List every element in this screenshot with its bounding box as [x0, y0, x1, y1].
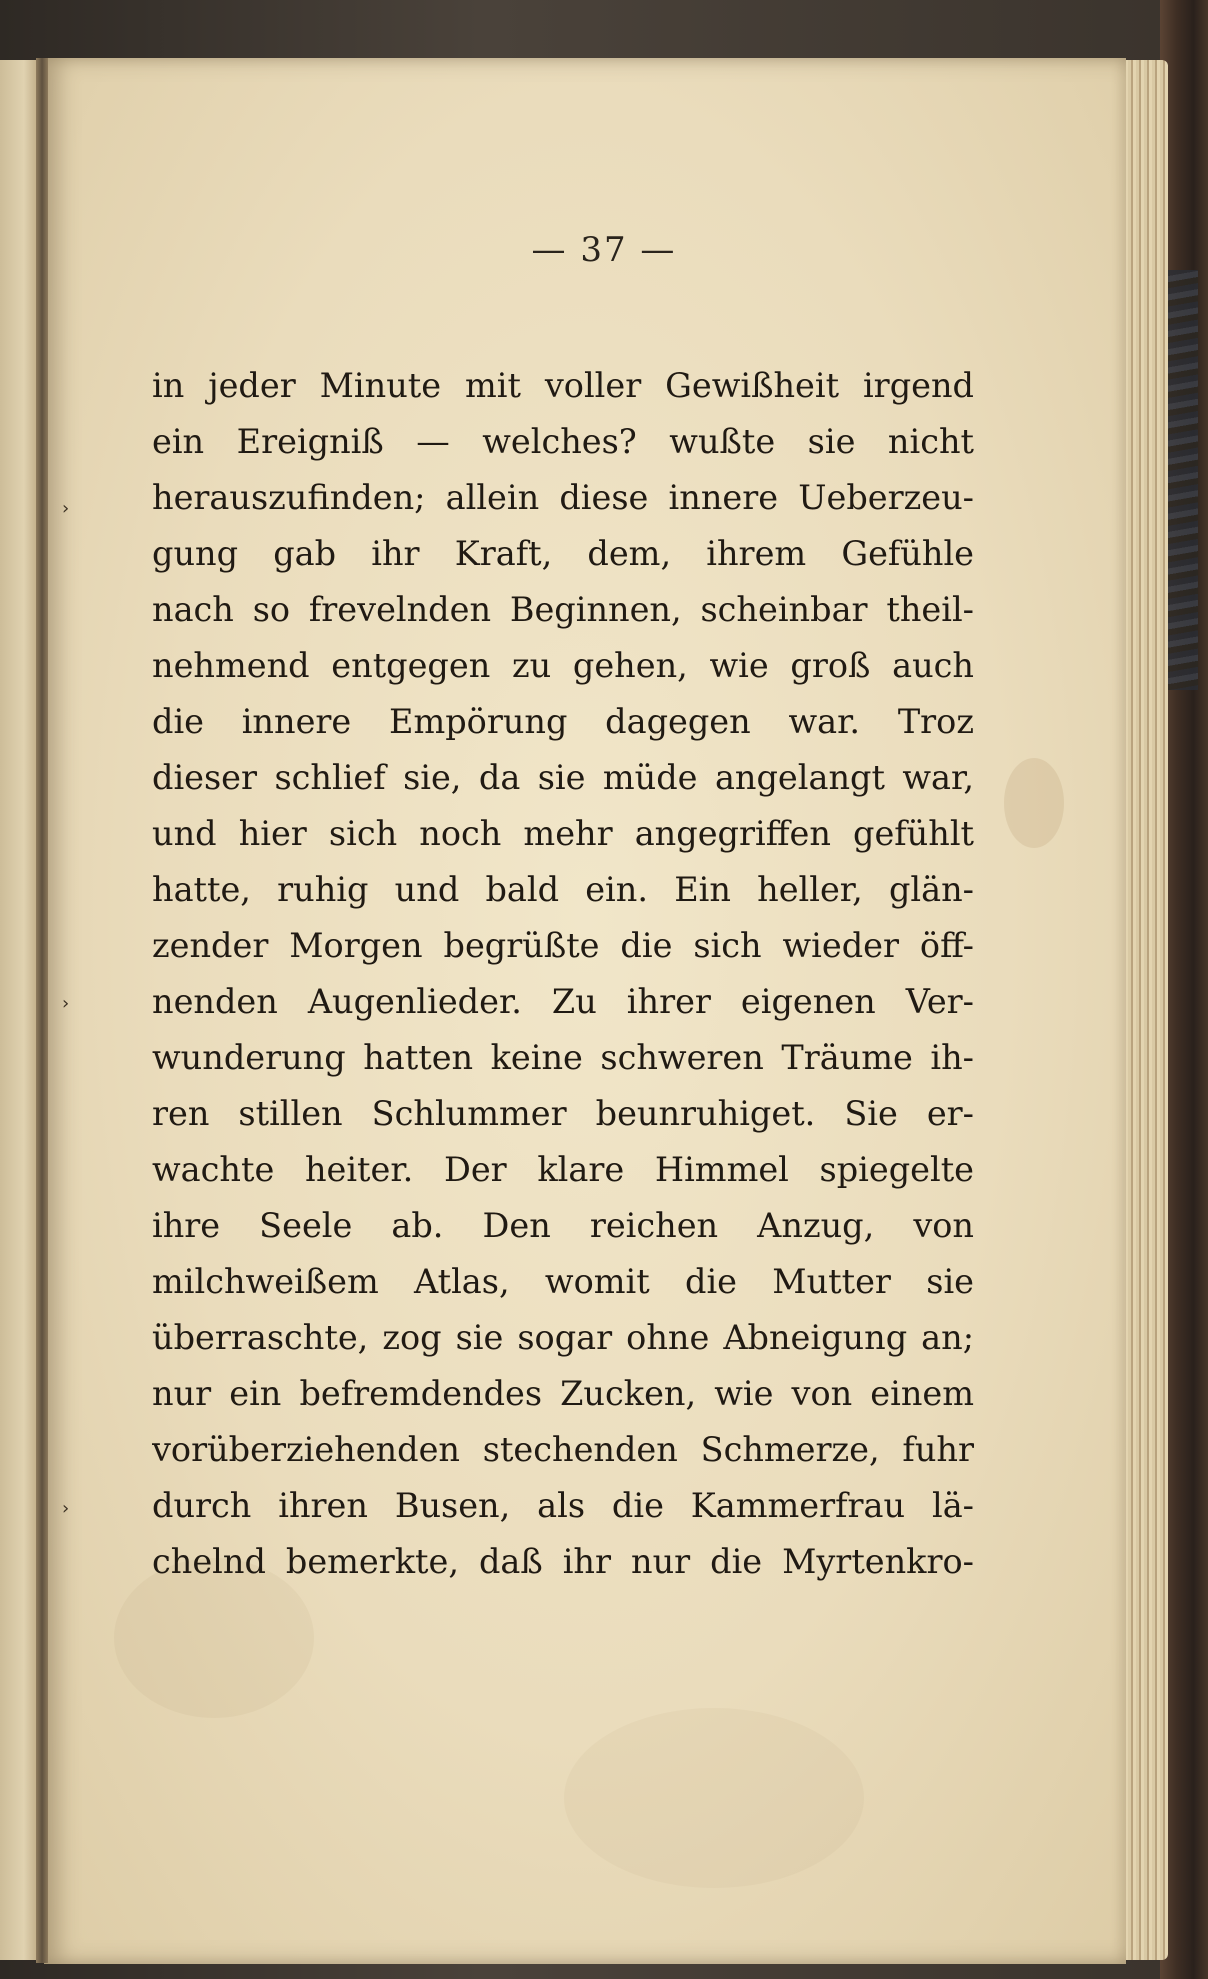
margin-mark: ›	[62, 498, 70, 519]
text-line: in jeder Minute mit voller Gewißheit irgend	[152, 366, 974, 405]
text-line: milchweißem Atlas, womit die Mutter sie	[152, 1262, 974, 1301]
margin-mark: ›	[62, 993, 70, 1014]
text-line: nur ein befremdendes Zucken, wie von einem	[152, 1374, 974, 1413]
paper-stain	[564, 1708, 864, 1888]
text-line: wunderung hatten keine schweren Träume ih-	[152, 1038, 974, 1077]
page-gutter	[36, 58, 48, 1963]
text-line: zender Morgen begrüßte die sich wieder öff-	[152, 926, 974, 965]
text-line: chelnd bemerkte, daß ihr nur die Myrtenkro-	[152, 1542, 974, 1581]
text-line: überraschte, zog sie sogar ohne Abneigung an;	[152, 1318, 974, 1357]
text-line: dieser schlief sie, da sie müde angelangt war,	[152, 758, 974, 797]
text-line: nenden Augenlieder. Zu ihrer eigenen Ver-	[152, 982, 974, 1021]
text-line: herauszufinden; allein diese innere Ueberzeu-	[152, 478, 974, 517]
text-line: nehmend entgegen zu gehen, wie groß auch	[152, 646, 974, 685]
text-line: hatte, ruhig und bald ein. Ein heller, glän-	[152, 870, 974, 909]
text-line: ren stillen Schlummer beunruhiget. Sie er-	[152, 1094, 974, 1133]
text-line: ein Ereigniß — welches? wußte sie nicht	[152, 422, 974, 461]
text-line: gung gab ihr Kraft, dem, ihrem Gefühle	[152, 534, 974, 573]
text-line: die innere Empörung dagegen war. Troz	[152, 702, 974, 741]
facing-page-edge	[0, 60, 40, 1960]
text-line: wachte heiter. Der klare Himmel spiegelte	[152, 1150, 974, 1189]
text-line: nach so frevelnden Beginnen, scheinbar theil-	[152, 590, 974, 629]
text-line: durch ihren Busen, als die Kammerfrau lä-	[152, 1486, 974, 1525]
text-line: vorüberziehenden stechenden Schmerze, fuhr	[152, 1430, 974, 1469]
page-edges	[1120, 60, 1168, 1960]
paper-stain	[1004, 758, 1064, 848]
margin-mark: ›	[62, 1498, 70, 1519]
text-line: und hier sich noch mehr angegriffen gefühlt	[152, 814, 974, 853]
book-page	[44, 58, 1126, 1964]
text-line: ihre Seele ab. Den reichen Anzug, von	[152, 1206, 974, 1245]
body-text	[152, 358, 974, 1590]
page-number: — 37 —	[531, 230, 677, 270]
